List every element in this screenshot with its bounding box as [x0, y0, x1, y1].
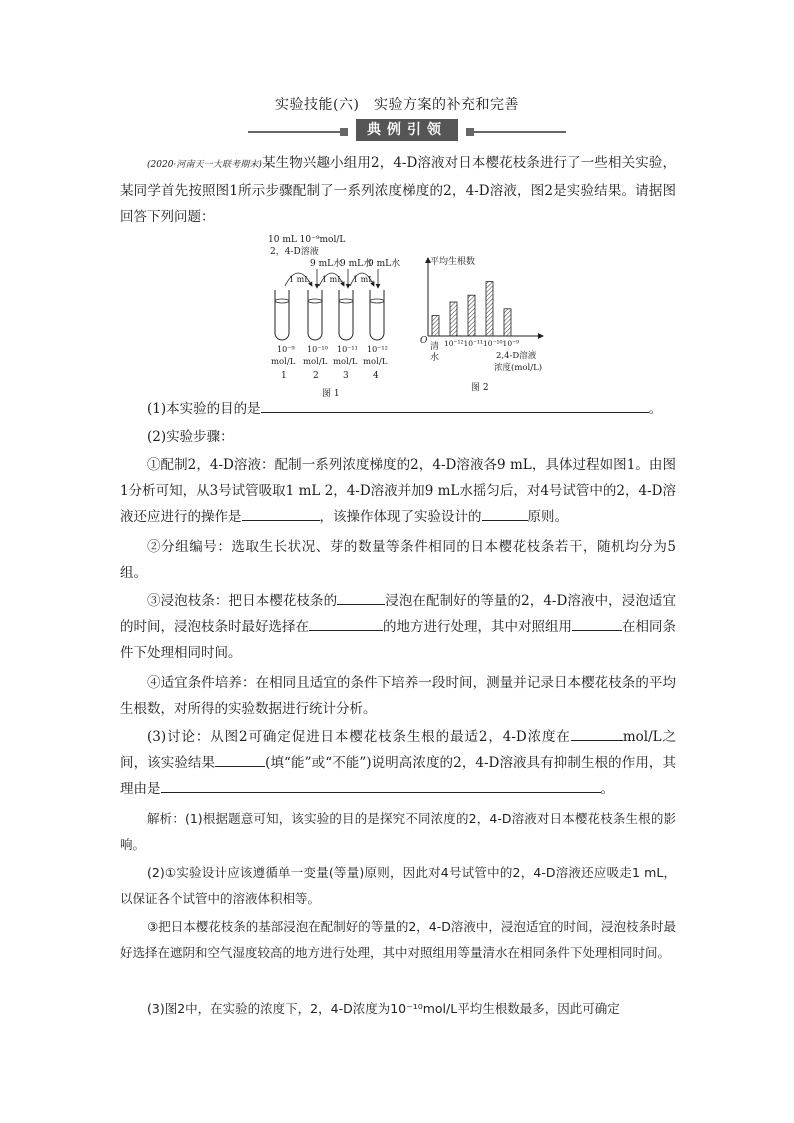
fig1-caption: 图 1	[322, 389, 340, 399]
q3-blank-can[interactable]	[215, 751, 265, 767]
fig2-bar-1	[450, 302, 457, 336]
step3-text-b: 浸泡在配制好的等量的2，4-D溶液中，浸泡适宜的时间，浸泡枝条时最好选择在	[120, 593, 676, 635]
question-2-heading: (2)实验步骤：	[147, 429, 234, 445]
step3-text-d: 在相同条件下处理相同时间。	[120, 619, 676, 661]
fig1-stock-label-1: 10 mL 10⁻⁹mol/L	[268, 235, 346, 245]
fig2-tick-labels: 10⁻¹²10⁻¹¹10⁻¹⁰10⁻⁹	[444, 339, 520, 348]
step1-text-b: ，该操作体现了实验设计的	[319, 509, 482, 525]
answer-paragraph-4: (3)图2中，在实验的浓度下，2，4-D浓度为10⁻¹⁰mol/L平均生根数最多，因此可确定	[147, 1001, 620, 1016]
fig1-tube-num-4: 4	[373, 371, 379, 381]
fig1-tube-num-2: 2	[313, 371, 319, 381]
figure-1	[260, 228, 410, 404]
fig1-tube-unit-2: mol/L	[303, 357, 328, 367]
fig1-water-label-4: 9 mL水	[368, 259, 401, 269]
fig1-tube-conc-3: 10⁻¹¹	[337, 345, 358, 354]
fig1-stock-label-2: 2，4-D溶液	[270, 247, 319, 257]
test-tube-3	[339, 290, 353, 340]
answer-paragraph-1: 解析：(1)根据题意可知，该实验的目的是探究不同浓度的2，4-D溶液对日本樱花枝条生根的影响。	[120, 811, 676, 852]
answer-paragraph-3: ③把日本樱花枝条的基部浸泡在配制好的等量的2，4-D溶液中，浸泡适宜的时间，浸泡枝条时最好选择在遮阴和空气湿度较高的地方进行处理，其中对照组用等量清水在相同条件下处理相同时间。	[120, 919, 676, 960]
fig2-bar-4	[504, 309, 511, 336]
fig1-transfer-label-2: 1 mL	[322, 275, 343, 284]
step3-blank-part[interactable]	[337, 589, 385, 605]
test-tube-liquid-level-4	[370, 299, 384, 303]
step-1	[120, 452, 676, 530]
q1-prefix: (1)本实验的目的是	[147, 401, 261, 417]
intro-source: (2020·河南天一大联考期末)	[147, 160, 262, 170]
fig2-caption: 图 2	[471, 383, 489, 393]
fig2-origin: O	[420, 336, 428, 346]
q3-blank-reason[interactable]	[161, 777, 601, 793]
fig2-xlabel-2: 浓度(mol/L)	[494, 363, 543, 373]
q3-text-c: (填“能”或“不能”)说明高浓度的2，4-D溶液具有抑制生根的作用，其理由是	[120, 755, 677, 797]
fig1-water-label-2: 9 mL水	[310, 259, 343, 269]
step1-blank-operation[interactable]	[242, 505, 320, 521]
fig1-tube-num-1: 1	[281, 371, 287, 381]
q3-text-d: 。	[600, 781, 614, 797]
banner-label: 典例引领	[356, 119, 458, 141]
example-banner	[248, 119, 566, 143]
test-tube-liquid-level-3	[339, 299, 353, 303]
test-tube-4	[370, 290, 384, 340]
fig1-transfer-label-3: 1 mL	[353, 275, 374, 284]
fig1-tube-unit-3: mol/L	[333, 357, 358, 367]
step1-text-a: ①配制2，4-D溶液：配制一系列浓度梯度的2，4-D溶液各9 mL，具体过程如图1。由图1分析可知，从3号试管吸取1 mL 2，4-D溶液并加9 mL水摇匀后，对4号试管中的2，4-D溶液还应进行的操作是	[120, 457, 676, 525]
figure-2	[418, 250, 558, 404]
test-tube-liquid-level-2	[308, 299, 322, 303]
intro-text: 某生物兴趣小组用2，4-D溶液对日本樱花枝条进行了一些相关实验，某同学首先按照图1所示步骤配制了一系列浓度梯度的2，4-D溶液，图2是实验结果。请据图回答下列问题：	[120, 155, 676, 225]
step1-text-c: 原则。	[527, 509, 568, 525]
q3-text-b: mol/L之间，该实验结果	[120, 729, 677, 771]
step-2: ②分组编号：选取生长状况、芽的数量等条件相同的日本樱花枝条若干，随机均分为5组。	[120, 539, 676, 581]
banner-rule-left	[248, 131, 346, 133]
intro-paragraph	[120, 150, 676, 230]
banner-rule-right	[468, 131, 566, 133]
answer-paragraph-2: (2)①实验设计应该遵循单一变量(等量)原则，因此对4号试管中的2，4-D溶液还应吸走1 mL，以保证各个试管中的溶液体积相等。	[120, 865, 676, 906]
q1-answer-blank[interactable]	[261, 397, 649, 413]
test-tube-2	[308, 290, 322, 340]
fig2-bar-0	[432, 316, 439, 336]
fig1-transfer-label-1: 1 mL	[289, 275, 310, 284]
fig2-bar-3	[486, 282, 493, 336]
step3-text-c: 的地方进行处理，其中对照组用	[383, 619, 572, 635]
fig2-xlabel-1: 2,4-D溶液	[496, 351, 537, 361]
question-1	[120, 396, 676, 422]
section-title: 实验技能(六) 实验方案的补充和完善	[275, 97, 519, 113]
q3-blank-range[interactable]	[571, 725, 623, 741]
fig1-tube-unit-4: mol/L	[363, 357, 388, 367]
step3-blank-place[interactable]	[309, 615, 383, 631]
fig2-ylabel: 平均生根数	[430, 257, 476, 267]
q3-text-a: (3)讨论：从图2可确定促进日本樱花枝条生根的最适2，4-D浓度在	[147, 729, 571, 745]
question-3	[120, 724, 676, 802]
step3-blank-control[interactable]	[572, 615, 622, 631]
q1-suffix: 。	[648, 401, 663, 417]
test-tube-1	[275, 290, 289, 340]
step1-blank-principle[interactable]	[482, 505, 528, 521]
fig1-water-label-3: 9 mL水	[340, 259, 373, 269]
fig1-tube-num-3: 3	[343, 371, 349, 381]
fig1-tube-conc-1: 10⁻⁹	[277, 345, 295, 354]
fig2-cat0-b: 水	[430, 353, 440, 363]
fig2-cat0-a: 清	[430, 342, 440, 352]
step3-text-a: ③浸泡枝条：把日本樱花枝条的	[147, 593, 338, 609]
test-tube-liquid-level-1	[275, 299, 289, 303]
step-4: ④适宜条件培养：在相同且适宜的条件下培养一段时间，测量并记录日本樱花枝条的平均生根数，对所得的实验数据进行统计分析。	[120, 675, 676, 717]
step-3	[120, 588, 676, 666]
fig1-tube-conc-2: 10⁻¹⁰	[307, 345, 328, 354]
fig1-tube-conc-4: 10⁻¹²	[367, 345, 388, 354]
fig1-tube-unit-1: mol/L	[271, 357, 296, 367]
fig2-bar-2	[468, 295, 475, 336]
